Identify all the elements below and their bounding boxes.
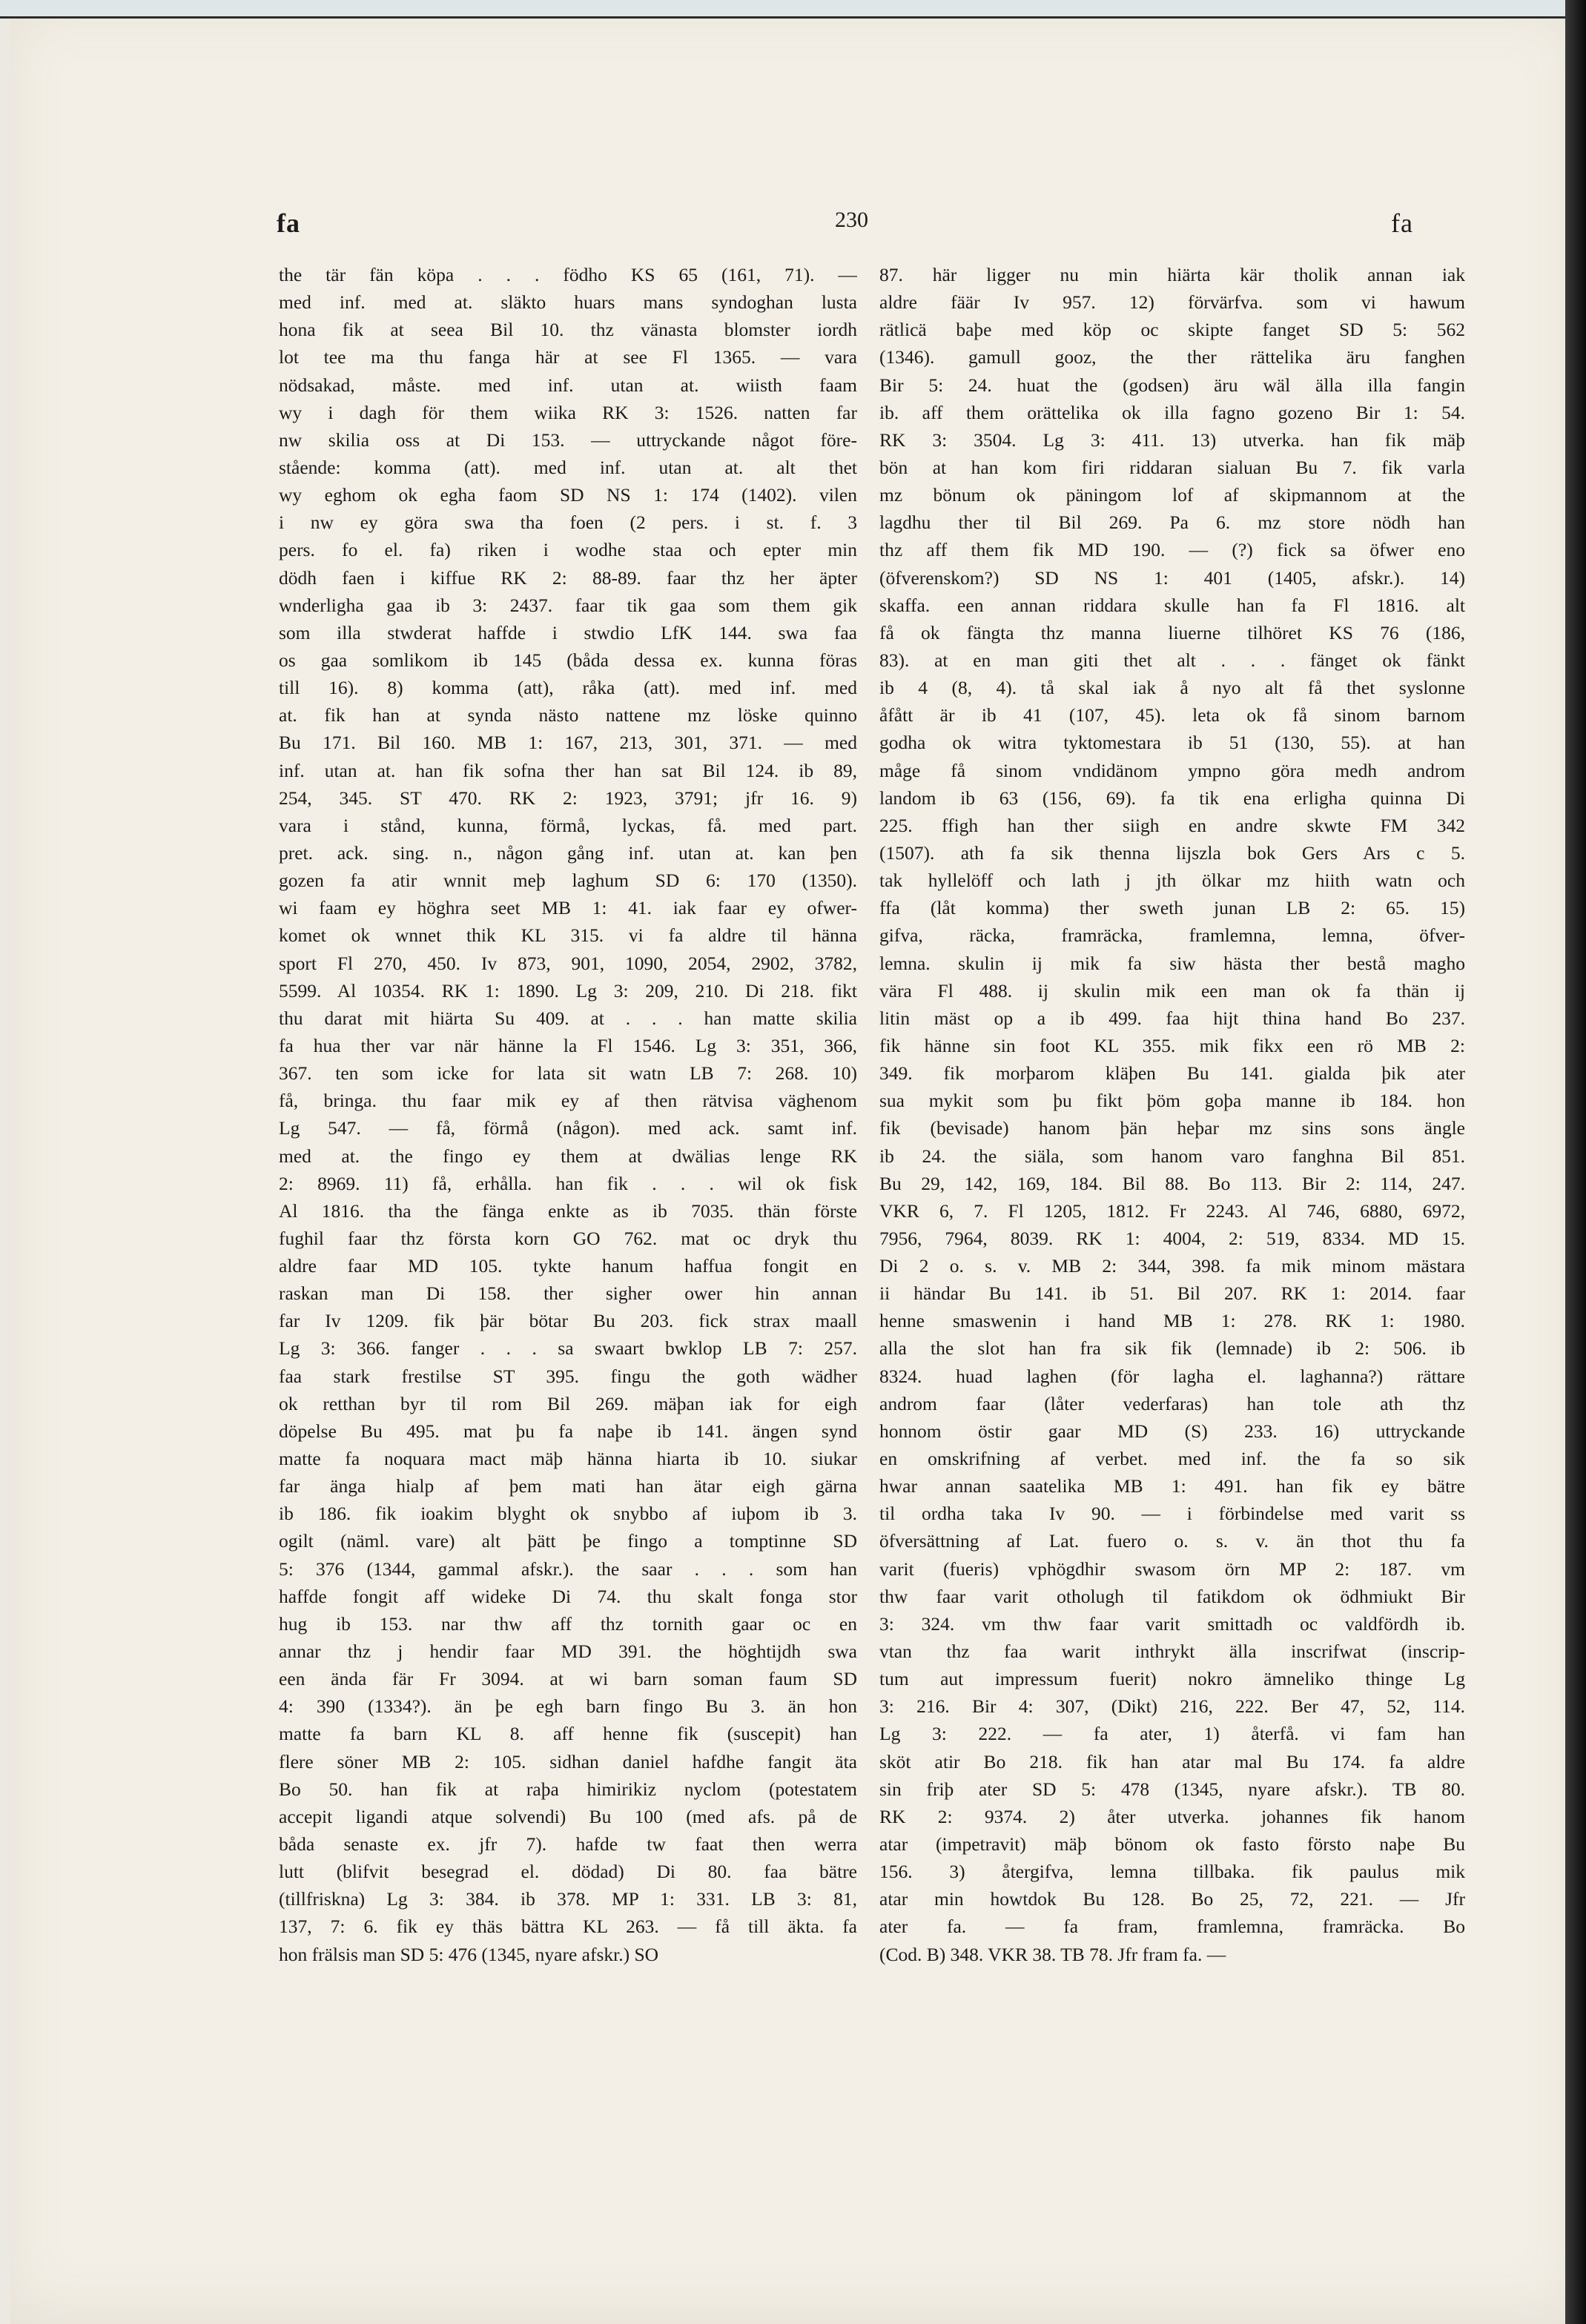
text-line: Bir 5: 24. huat the (godsen) äru wäl älla illa fangin: [879, 374, 1465, 396]
text-line: fik (bevisade) hanom þän heþar mz sins sons ängle: [879, 1117, 1465, 1139]
text-line: far Iv 1209. fik þär bötar Bu 203. fick strax maall: [279, 1310, 857, 1332]
text-line: thw faar varit otholugh til fatikdom ok ödhmiukt Bir: [879, 1585, 1465, 1607]
text-line: sköt atir Bo 218. fik han atar mal Bu 174. fa aldre: [879, 1750, 1465, 1772]
text-line: 4: 390 (1334?). än þe egh barn fingo Bu 3. än hon: [279, 1695, 857, 1718]
text-line: RK 3: 3504. Lg 3: 411. 13) utverka. han fik mäþ: [879, 428, 1465, 451]
text-line: annar thz j hendir faar MD 391. the höghtijdh swa: [279, 1641, 857, 1663]
text-line: en omskrifning af verbet. med inf. the fa so sik: [879, 1448, 1465, 1470]
text-line: i nw ey göra swa tha foen (2 pers. i st. f. 3: [279, 512, 857, 534]
text-line: alla the slot han fra sik fik (lemnade) ib 2: 506. ib: [879, 1337, 1465, 1360]
text-line: ib 4 (8, 4). tå skal iak å nyo alt få thet syslonne: [879, 677, 1465, 699]
text-line: (öfverenskom?) SD NS 1: 401 (1405, afskr.). 14): [879, 566, 1465, 589]
text-line: landom ib 63 (156, 69). fa tik ena erligha quinna Di: [879, 787, 1465, 809]
text-line: thu darat mit hiärta Su 409. at . . . han matte skilia: [279, 1007, 857, 1029]
text-line: ii händar Bu 141. ib 51. Bil 207. RK 1: 2014. faar: [879, 1282, 1465, 1305]
text-line: far änga hialp af þem mati han ätar eigh gärna: [279, 1475, 857, 1497]
text-line: skaffa. een annan riddara skulle han fa Fl 1816. alt: [879, 594, 1465, 616]
text-line: wy eghom ok egha faom SD NS 1: 174 (1402). vilen: [279, 484, 857, 506]
text-line: (1346). gamull gooz, the ther rättelika äru fanghen: [879, 346, 1465, 368]
text-line: een ända fär Fr 3094. at wi barn soman faum SD: [279, 1668, 857, 1690]
text-line: måge få sinom vndidänom ympno göra medh androm: [879, 759, 1465, 781]
text-line: ib 186. fik ioakim blyght ok snybbo af iuþom ib 3.: [279, 1503, 857, 1525]
text-line: sport Fl 270, 450. Iv 873, 901, 1090, 2054, 2902, 3782,: [279, 952, 857, 974]
text-line: 5: 376 (1344, gammal afskr.). the saar . . . som han: [279, 1557, 857, 1580]
text-line: til ordha taka Iv 90. — i förbindelse med varit ss: [879, 1503, 1465, 1525]
text-line: 349. fik morþarom kläþen Bu 141. gialda þik ater: [879, 1062, 1465, 1085]
text-line: Lg 547. — få, förmå (någon). med ack. samt inf.: [279, 1117, 857, 1139]
text-line: wnderligha gaa ib 3: 2437. faar tik gaa som them gik: [279, 594, 857, 616]
text-line: döpelse Bu 495. mat þu fa naþe ib 141. ängen synd: [279, 1420, 857, 1442]
scan-left-margin: [0, 0, 10, 2324]
text-line: tum aut impressum fuerit) nokro ämneliko thinge Lg: [879, 1668, 1465, 1690]
text-line: tak hyllelöff och lath j jth ölkar mz hiith watn och: [879, 870, 1465, 892]
text-line: 8324. huad laghen (för lagha el. laghanna?) rättare: [879, 1365, 1465, 1387]
text-line: androm faar (låter vederfaras) han tole ath thz: [879, 1392, 1465, 1414]
text-line: Bo 50. han fik at raþa himirikiz nyclom (potestatem: [279, 1778, 857, 1800]
text-line: öfversättning af Lat. fuero o. s. v. än thot thu fa: [879, 1530, 1465, 1552]
scan-top-rule: [0, 16, 1565, 19]
scan-right-border: [1565, 0, 1586, 2324]
text-line: ffa (låt komma) ther sweth junan LB 2: 65. 15): [879, 897, 1465, 919]
text-line: 83). at en man giti thet alt . . . fänget ok fänkt: [879, 649, 1465, 671]
text-line: matte fa barn KL 8. aff henne fik (suscepit) han: [279, 1723, 857, 1745]
text-line: aldre fäär Iv 957. 12) förvärfva. som vi hawum: [879, 291, 1465, 314]
text-line: nw skilia oss at Di 153. — uttryckande något före-: [279, 428, 857, 451]
text-line: 3: 324. vm thw faar varit smittadh oc valdfördh ib.: [879, 1612, 1465, 1635]
text-line: vära Fl 488. ij skulin mik een man ok fa thän ij: [879, 979, 1465, 1002]
running-head-left: fa: [277, 208, 300, 238]
text-line: 3: 216. Bir 4: 307, (Dikt) 216, 222. Ber 47, 52, 114.: [879, 1695, 1465, 1718]
text-line: fik hänne sin foot KL 355. mik fikx een rö MB 2:: [879, 1034, 1465, 1056]
scan-top-border: [0, 0, 1565, 16]
text-line: ogilt (näml. vare) alt þätt þe fingo a tomptinne SD: [279, 1530, 857, 1552]
text-line: atar min howtdok Bu 128. Bo 25, 72, 221. — Jfr: [879, 1888, 1465, 1910]
text-line: Al 1816. tha the fänga enkte as ib 7035. thän förste: [279, 1199, 857, 1222]
text-line: 7956, 7964, 8039. RK 1: 4004, 2: 519, 8334. MD 15.: [879, 1227, 1465, 1249]
text-line: atar (impetravit) mäþ bönom ok fasto försto naþe Bu: [879, 1833, 1465, 1855]
text-line: Di 2 o. s. v. MB 2: 344, 398. fa mik minom mästara: [879, 1255, 1465, 1277]
text-line: fa hua ther var när hänne la Fl 1546. Lg 3: 351, 366,: [279, 1034, 857, 1056]
text-line: (1507). ath fa sik thenna lijszla bok Gers Ars c 5.: [879, 841, 1465, 864]
text-line: wi faam ey höghra seet MB 1: 41. iak faar ey ofwer-: [279, 897, 857, 919]
text-line: mz bönum ok päningom lof af skipmannom at the: [879, 484, 1465, 506]
text-line: hona fik at seea Bil 10. thz vänasta blomster iordh: [279, 319, 857, 341]
right-column-text: [879, 261, 1465, 1968]
text-line: gifva, räcka, framräcka, framlemna, lemna, öfver-: [879, 924, 1465, 947]
text-line: ater fa. — fa fram, framlemna, framräcka. Bo: [879, 1916, 1465, 1938]
text-line: till 16). 8) komma (att), råka (att). med inf. med: [279, 677, 857, 699]
text-line: 367. ten som icke for lata sit watn LB 7: 268. 10): [279, 1062, 857, 1085]
text-line: matte fa noquara mact mäþ hänna hiarta ib 10. siukar: [279, 1448, 857, 1470]
text-line: vara i stånd, kunna, förmå, lyckas, få. med part.: [279, 814, 857, 836]
text-line: fughil faar thz första korn GO 762. mat oc dryk thu: [279, 1227, 857, 1249]
text-line: 5599. Al 10354. RK 1: 1890. Lg 3: 209, 210. Di 218. fikt: [279, 979, 857, 1002]
text-line: pret. ack. sing. n., någon gång inf. utan at. kan þen: [279, 841, 857, 864]
text-line: wy i dagh för them wiika RK 3: 1526. natten far: [279, 401, 857, 423]
text-line: VKR 6, 7. Fl 1205, 1812. Fr 2243. Al 746, 6880, 6972,: [879, 1199, 1465, 1222]
text-line: lutt (blifvit besegrad el. dödad) Di 80. faa bätre: [279, 1861, 857, 1883]
text-line: hug ib 153. nar thw aff thz tornith gaar oc en: [279, 1612, 857, 1635]
text-line: ib 24. the siäla, som hanom varo fanghna Bil 851.: [879, 1145, 1465, 1167]
left-column-text: [279, 261, 857, 1968]
text-line: få, bringa. thu faar mik ey af then rätvisa väghenom: [279, 1090, 857, 1112]
text-line: varit (fueris) vphögdhir swasom örn MP 2: 187. vm: [879, 1557, 1465, 1580]
text-line: bön at han kom firi riddaran sialuan Bu 7. fik varla: [879, 456, 1465, 478]
text-line: 156. 3) återgifva, lemna tillbaka. fik paulus mik: [879, 1861, 1465, 1883]
text-line: (Cod. B) 348. VKR 38. TB 78. Jfr fram fa. —: [879, 1943, 1226, 1965]
text-line: godha ok witra tyktomestara ib 51 (130, 55). at han: [879, 732, 1465, 754]
text-line: hon frälsis man SD 5: 476 (1345, nyare afskr.) SO: [279, 1943, 659, 1965]
text-line: ib. aff them orättelika ok illa fagno gozeno Bir 1: 54.: [879, 401, 1465, 423]
text-line: flere söner MB 2: 105. sidhan daniel hafdhe fangit äta: [279, 1750, 857, 1772]
running-head-right: fa: [1391, 208, 1413, 238]
text-line: Lg 3: 366. fanger . . . sa swaart bwklop LB 7: 257.: [279, 1337, 857, 1360]
text-line: inf. utan at. han fik sofna ther han sat Bil 124. ib 89,: [279, 759, 857, 781]
text-line: sin friþ ater SD 5: 478 (1345, nyare afskr.). TB 80.: [879, 1778, 1465, 1800]
text-line: 137, 7: 6. fik ey thäs bättra KL 263. — få till äkta. fa: [279, 1916, 857, 1938]
text-line: gozen fa atir wnnit meþ laghum SD 6: 170 (1350).: [279, 870, 857, 892]
text-line: rätlicä baþe med köp oc skipte fanget SD 5: 562: [879, 319, 1465, 341]
text-line: lot tee ma thu fanga här at see Fl 1365. — vara: [279, 346, 857, 368]
text-line: sua mykit som þu fikt þöm goþa manne ib 184. hon: [879, 1090, 1465, 1112]
text-line: litin mäst op a ib 499. faa hijt thina hand Bo 237.: [879, 1007, 1465, 1029]
text-line: vtan thz faa warit inthrykt älla inscrifwat (inscrip-: [879, 1641, 1465, 1663]
text-line: ok retthan byr til rom Bil 269. mäþan iak for eigh: [279, 1392, 857, 1414]
text-line: (tillfriskna) Lg 3: 384. ib 378. MP 1: 331. LB 3: 81,: [279, 1888, 857, 1910]
text-line: lemna. skulin ij mik fa siw hästa ther bestå magho: [879, 952, 1465, 974]
text-line: båda senaste ex. jfr 7). hafde tw faat then werra: [279, 1833, 857, 1855]
text-line: haffde fongit aff wideke Di 74. thu skalt fonga stor: [279, 1585, 857, 1607]
text-line: stående: komma (att). med inf. utan at. alt thet: [279, 456, 857, 478]
text-line: Lg 3: 222. — fa ater, 1) återfå. vi fam han: [879, 1723, 1465, 1745]
text-line: hwar annan saatelika MB 1: 491. han fik ey bätre: [879, 1475, 1465, 1497]
text-line: at. fik han at synda nästo nattene mz löske quinno: [279, 704, 857, 726]
text-line: nödsakad, måste. med inf. utan at. wiisth faam: [279, 374, 857, 396]
text-line: the tär fän köpa . . . födho KS 65 (161, 71). —: [279, 264, 857, 285]
text-line: faa stark frestilse ST 395. fingu the goth wädher: [279, 1365, 857, 1387]
text-line: dödh faen i kiffue RK 2: 88-89. faar thz her äpter: [279, 566, 857, 589]
text-line: RK 2: 9374. 2) åter utverka. johannes fik hanom: [879, 1805, 1465, 1827]
page-number: 230: [835, 208, 868, 232]
text-line: komet ok wnnet thik KL 315. vi fa aldre til hänna: [279, 924, 857, 947]
text-line: honnom östir gaar MD (S) 233. 16) uttryckande: [879, 1420, 1465, 1442]
text-line: pers. fo el. fa) riken i wodhe staa och epter min: [279, 539, 857, 561]
text-line: Bu 171. Bil 160. MB 1: 167, 213, 301, 371. — med: [279, 732, 857, 754]
text-line: lagdhu ther til Bil 269. Pa 6. mz store nödh han: [879, 512, 1465, 534]
text-line: 87. här ligger nu min hiärta kär tholik annan iak: [879, 264, 1465, 285]
text-line: med at. the fingo ey them at dwälias lenge RK: [279, 1145, 857, 1167]
text-line: aldre faar MD 105. tykte hanum haffua fongit en: [279, 1255, 857, 1277]
text-line: 2: 8969. 11) få, erhålla. han fik . . . wil ok fisk: [279, 1172, 857, 1194]
text-line: 254, 345. ST 470. RK 2: 1923, 3791; jfr 16. 9): [279, 787, 857, 809]
text-line: henne smaswenin i hand MB 1: 278. RK 1: 1980.: [879, 1310, 1465, 1332]
text-line: som illa stwderat haffde i stwdio LfK 144. swa faa: [279, 621, 857, 643]
text-line: accepit ligandi atque solvendi) Bu 100 (med afs. på de: [279, 1805, 857, 1827]
text-line: få ok fängta thz manna liuerne tilhöret KS 76 (186,: [879, 621, 1465, 643]
text-line: thz aff them fik MD 190. — (?) fick sa öfwer eno: [879, 539, 1465, 561]
text-line: os gaa somlikom ib 145 (båda dessa ex. kunna föras: [279, 649, 857, 671]
text-line: åfått är ib 41 (107, 45). leta ok få sinom barnom: [879, 704, 1465, 726]
text-line: 225. ffigh han ther siigh en andre skwte FM 342: [879, 814, 1465, 836]
text-line: Bu 29, 142, 169, 184. Bil 88. Bo 113. Bir 2: 114, 247.: [879, 1172, 1465, 1194]
text-line: med inf. med at. släkto huars mans syndoghan lusta: [279, 291, 857, 314]
text-line: raskan man Di 158. ther sigher ower hin annan: [279, 1282, 857, 1305]
